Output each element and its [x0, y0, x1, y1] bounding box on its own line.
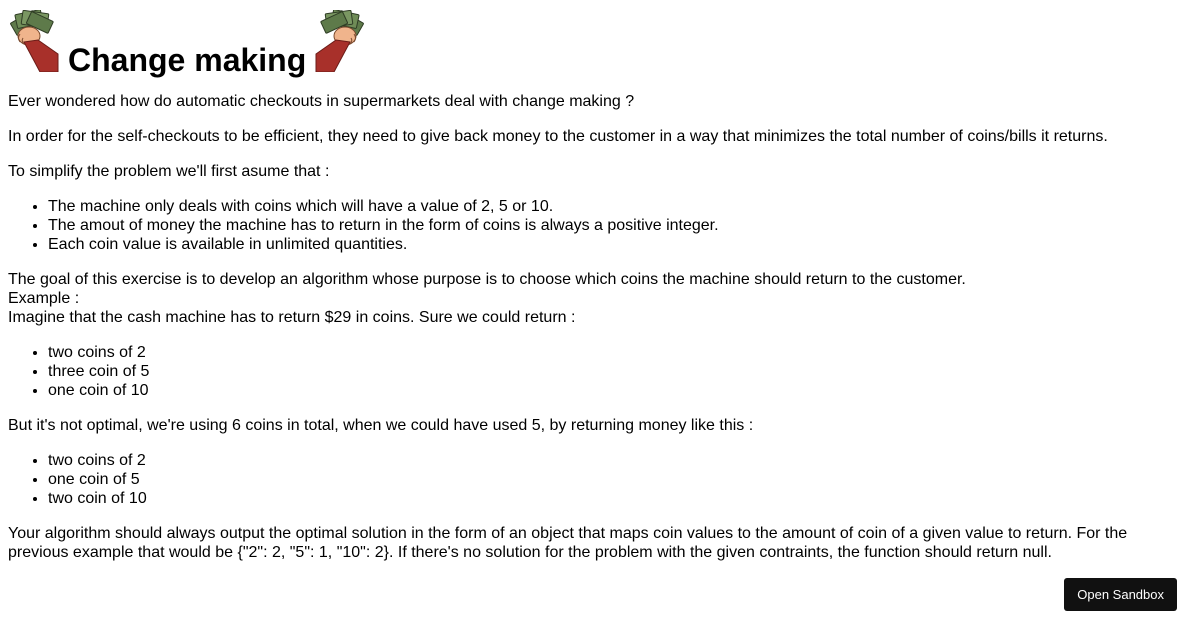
intro-paragraph: Ever wondered how do automatic checkouts in supermarkets deal with change making ? [8, 93, 635, 110]
simplify-paragraph: To simplify the problem we'll first asume that : [8, 163, 330, 180]
example-bad-list [8, 343, 1178, 400]
not-optimal-paragraph: But it's not optimal, we're using 6 coins in total, when we could have used 5, by returning money like this : [8, 417, 754, 434]
assumptions-list [8, 197, 1178, 254]
list-item: • one coin of 10 [48, 381, 1178, 400]
open-sandbox-button[interactable]: Open Sandbox [1064, 578, 1177, 611]
list-item: • two coins of 2 [48, 451, 1178, 470]
list-item: • two coin of 10 [48, 489, 1178, 508]
goal-paragraph: The goal of this exercise is to develop an algorithm whose purpose is to choose which coins the machine should return to the customer. [8, 271, 966, 288]
list-item: • one coin of 5 [48, 470, 1178, 489]
example-label: Example : [8, 290, 80, 307]
efficiency-paragraph: In order for the self-checkouts to be efficient, they need to give back money to the customer in a way that minimizes the total number of coins/bills it returns. [8, 128, 1108, 145]
example-intro: Imagine that the cash machine has to return $29 in coins. Sure we could return : [8, 309, 576, 326]
list-item: • three coin of 5 [48, 362, 1178, 381]
list-item: • The amout of money the machine has to return in the form of coins is always a positive integer. [48, 216, 1178, 235]
money-hand-icon [314, 10, 364, 72]
example-good-list [8, 451, 1178, 508]
list-item: • two coins of 2 [48, 343, 1178, 362]
title-row [8, 0, 1178, 80]
list-item: • Each coin value is available in unlimited quantities. [48, 235, 1178, 254]
document-content [8, 0, 1178, 562]
page-title: Change making [68, 42, 307, 78]
list-item: • The machine only deals with coins which will have a value of 2, 5 or 10. [48, 197, 1178, 216]
conclusion-paragraph: Your algorithm should always output the optimal solution in the form of an object that maps coin values to the amount of coin of a given value to return. For the previous example that would be {"2": 2, "5": 1, "10": 2}. If there's no solution for the problem with the given contraints, the function should return null. [8, 525, 1128, 561]
money-hand-icon [10, 10, 60, 72]
